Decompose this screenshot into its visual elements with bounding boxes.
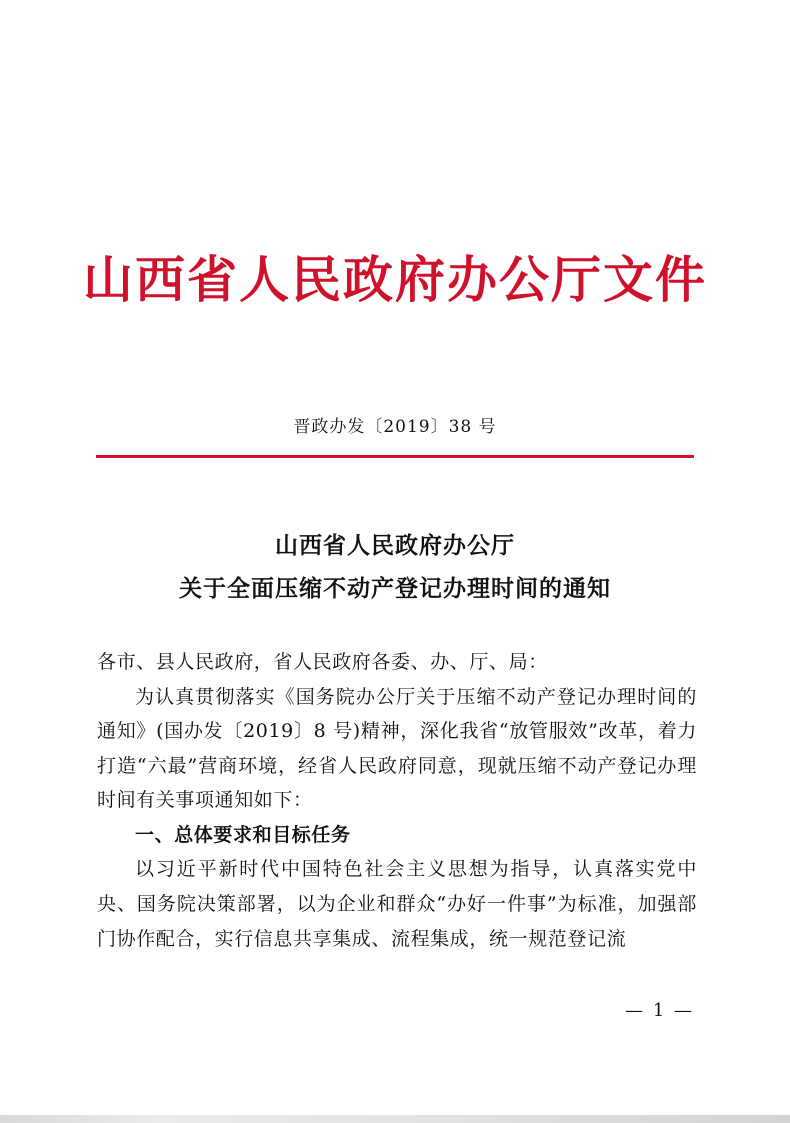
document-number: 晋政办发〔2019〕38 号 [293, 417, 497, 437]
page-number: — 1 — [625, 1000, 694, 1021]
masthead [0, 250, 790, 310]
title-line-issuer: 山西省人民政府办公厅 [275, 532, 515, 559]
title-block [0, 525, 790, 610]
salutation: 各市、县人民政府，省人民政府各委、办、厅、局： [97, 651, 548, 673]
paragraph-1: 为认真贯彻落实《国务院办公厅关于压缩不动产登记办理时间的通知》(国办发〔2019〕8 号)精神，深化我省“放管服效”改革，着力打造“六最”营商环境，经省人民政府同意，现就压缩不动产登记办理时间有关事项通知如下： [97, 685, 697, 812]
paragraph-2: 以习近平新时代中国特色社会主义思想为指导，认真落实党中央、国务院决策部署，以为企业和群众“办好一件事”为标准，加强部门协作配合，实行信息共享集成、流程集成，统一规范登记流 [97, 858, 697, 950]
document-body [97, 645, 697, 956]
title-line-subject: 关于全面压缩不动产登记办理时间的通知 [179, 574, 611, 602]
masthead-title: 山西省人民政府办公厅文件 [83, 250, 707, 309]
section-1-heading: 一、总体要求和目标任务 [135, 823, 351, 846]
red-separator-rule [96, 455, 694, 458]
scan-edge-artifact [0, 1115, 790, 1123]
